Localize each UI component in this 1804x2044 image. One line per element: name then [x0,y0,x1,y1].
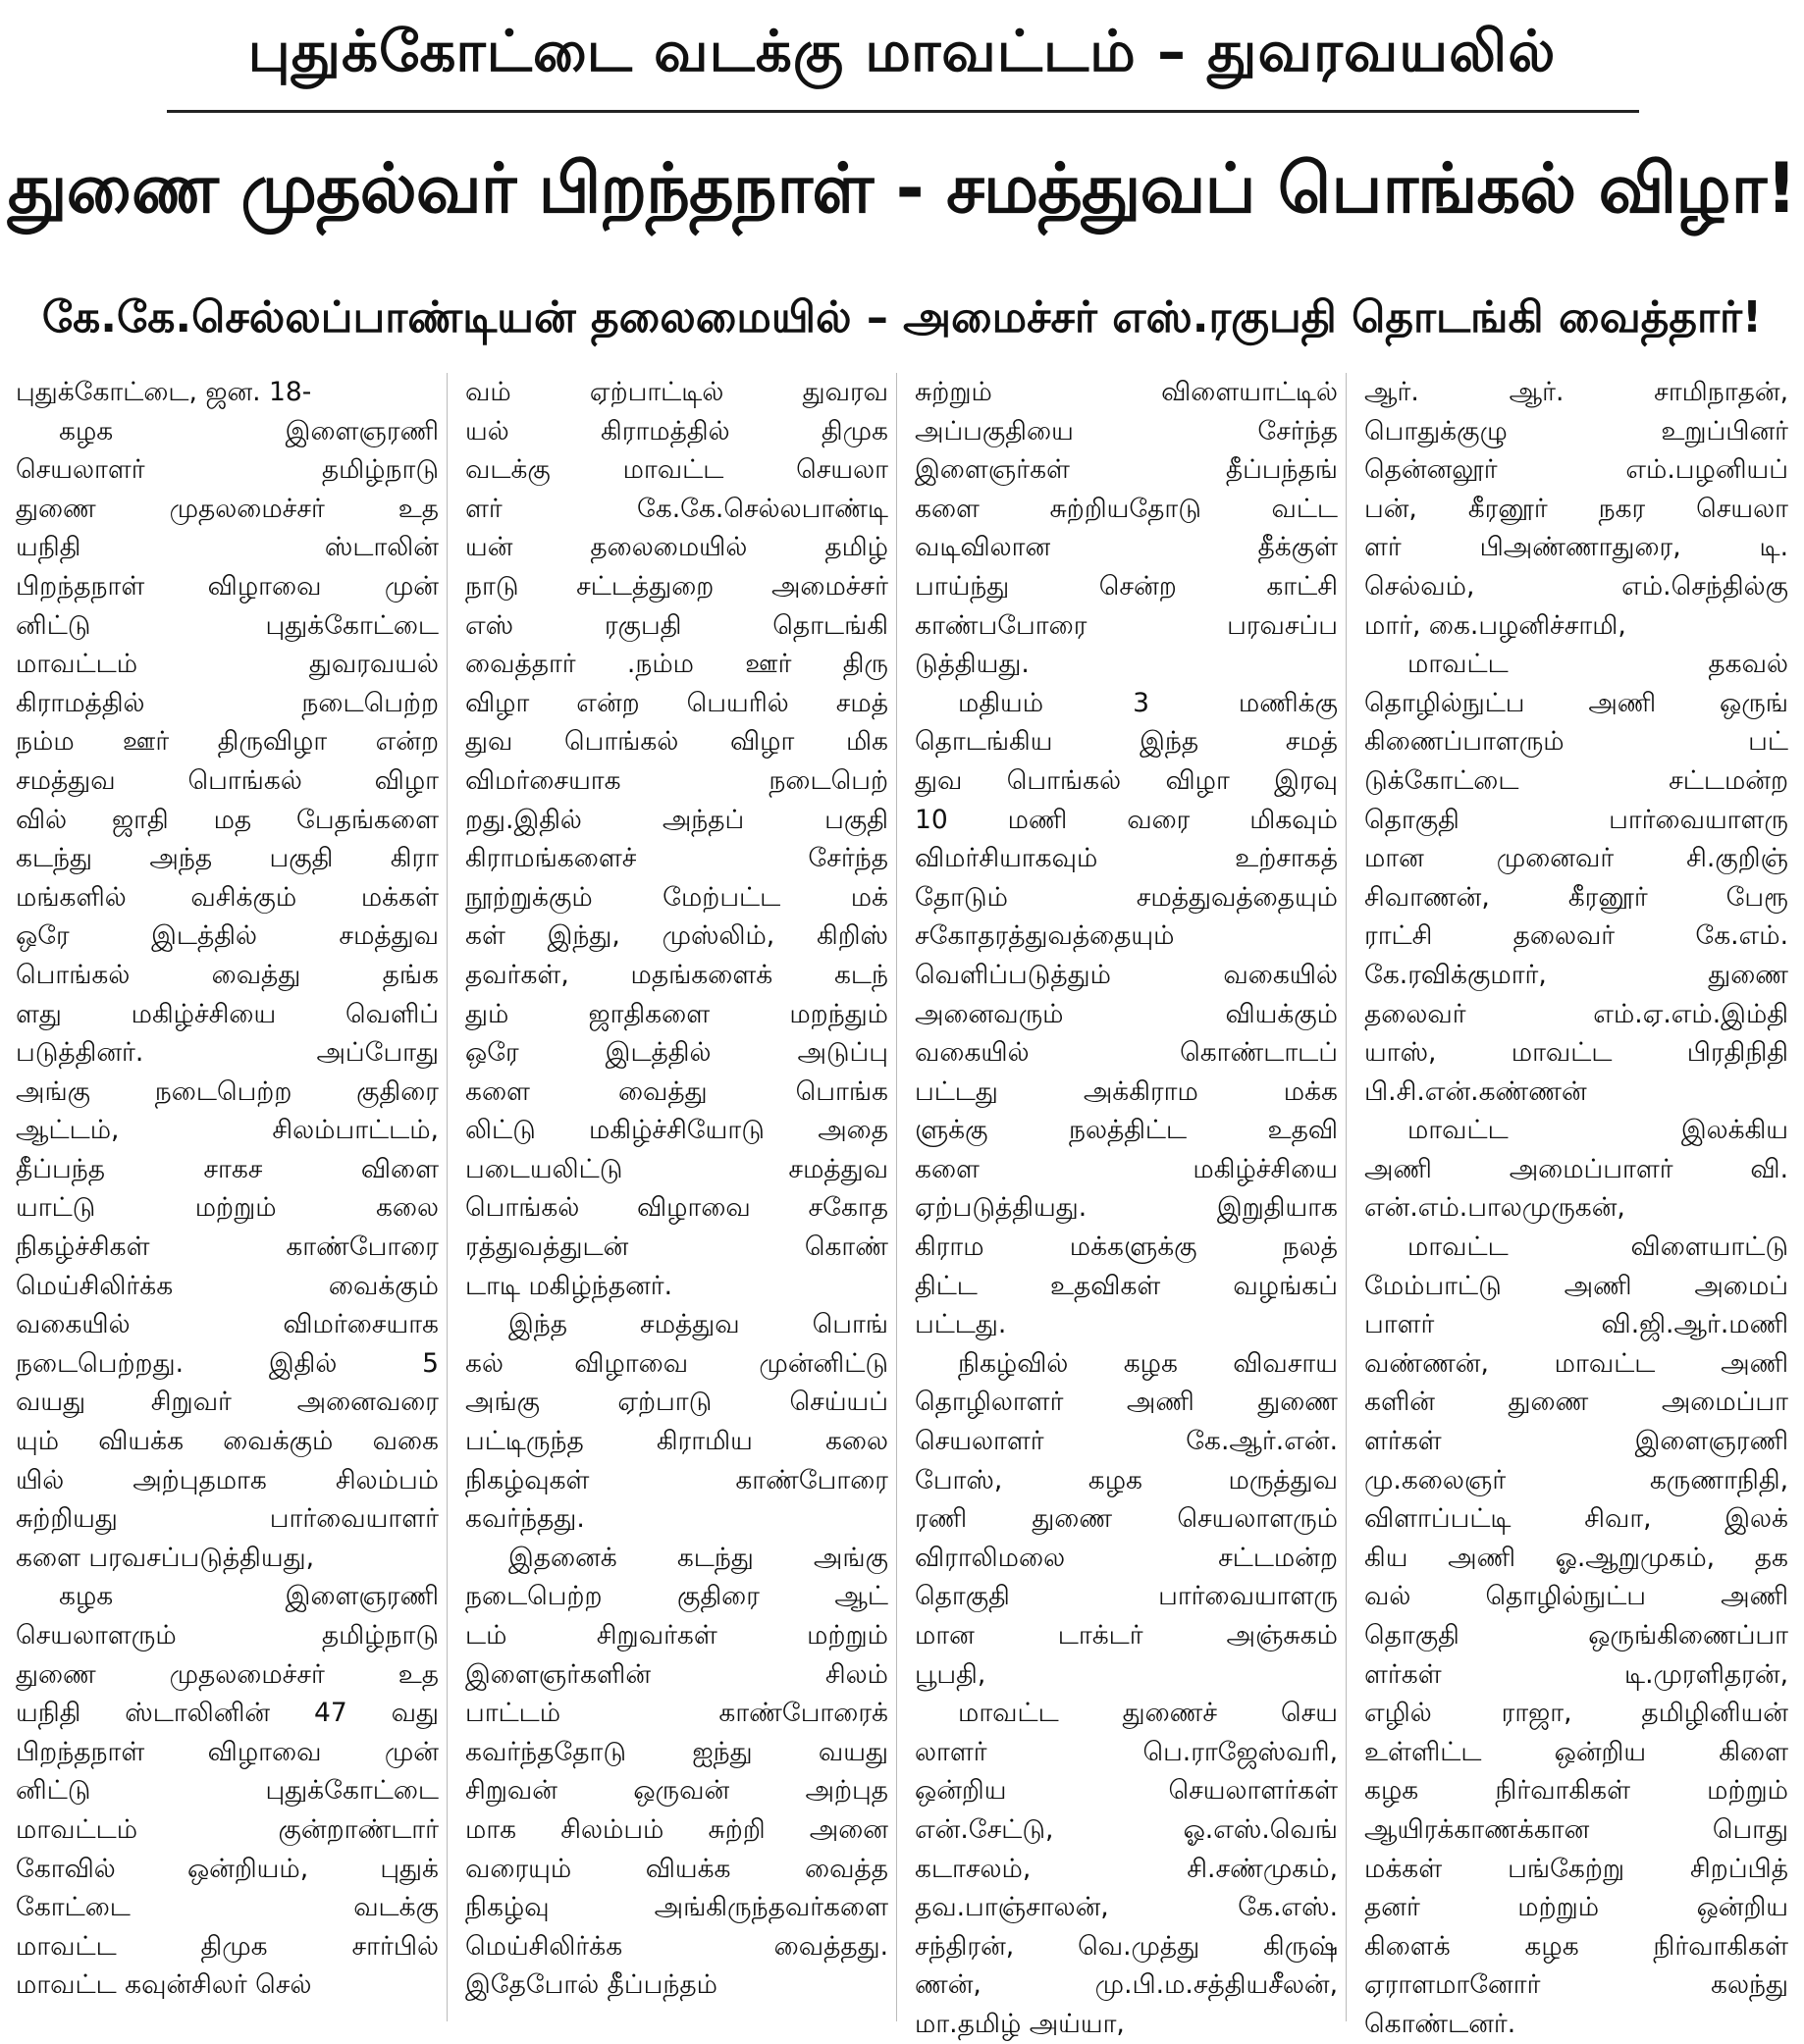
text-line: துணை முதலமைச்சர் உத [16,493,439,524]
text-line: நிகழ்வு அங்கிருந்தவர்களை [465,1892,888,1923]
text-line: இளைஞர்களின் சிலம் [465,1658,888,1690]
text-line: மாவட்ட திமுக சார்பில் [16,1930,439,1962]
text-line: செயலாளரும் தமிழ்நாடு [16,1620,439,1651]
text-line: துவ பொங்கல் விழா மிக [465,726,888,758]
text-line: கடந்து அந்த பகுதி கிரா [16,843,439,874]
text-line: பாளர் வி.ஜி.ஆர்.மணி [1364,1309,1788,1340]
text-line: தென்னலூர் எம்.பழனியப் [1364,454,1788,486]
text-line: களை சுற்றியதோடு வட்ட [915,493,1338,524]
heading-rule [167,110,1639,113]
text-line: துணை முதலமைச்சர் உத [16,1658,439,1690]
text-line: களின் துணை அமைப்பா [1364,1387,1788,1418]
text-line: படையலிட்டு சமத்துவ [465,1153,888,1184]
text-line: யாஸ், மாவட்ட பிரதிநிதி [1364,1037,1788,1069]
text-line: வகையில் கொண்டாடப் [915,1037,1338,1069]
text-line: தொடங்கிய இந்த சமத் [915,726,1338,758]
text-line: ஆர். ஆர். சாமிநாதன், [1364,377,1788,407]
text-line: கிளைக் கழக நிர்வாகிகள் [1364,1930,1788,1962]
text-line: தொழில்நுட்ப அணி ஒருங் [1364,687,1788,718]
text-line: மு.கலைஞர் கருணாநிதி, [1364,1464,1788,1495]
text-line: யல் கிராமத்தில் திமுக [465,415,888,446]
text-line: ராட்சி தலைவர் கே.எம். [1364,920,1788,952]
text-line: பாட்டம் காண்போரைக் [465,1698,888,1729]
text-line: அங்கு நடைபெற்ற குதிரை [16,1075,439,1107]
text-line: 10 மணி வரை மிகவும் [915,804,1338,835]
text-line: பிறந்தநாள் விழாவை முன் [16,1736,439,1767]
text-line: அனைவரும் வியக்கும் [915,998,1338,1029]
text-line: வடிவிலான தீக்குள் [915,532,1338,563]
text-line: வெளிப்படுத்தும் வகையில் [915,959,1338,990]
text-line: மார், கை.பழனிச்சாமி, [1364,609,1626,641]
text-line: ளது மகிழ்ச்சியை வெளிப் [16,998,439,1029]
text-line: றது.இதில் அந்தப் பகுதி [465,804,888,835]
text-line: லாளர் பெ.ராஜேஸ்வரி, [915,1736,1338,1767]
text-line: கழக நிர்வாகிகள் மற்றும் [1364,1775,1788,1807]
text-line: எஸ் ரகுபதி தொடங்கி [465,609,888,641]
text-line: டாடி மகிழ்ந்தனர். [465,1270,673,1301]
text-line: புதுக்கோட்டை, ஜன. 18- [16,377,312,407]
text-line: தீப்பந்த சாகச விளை [16,1153,439,1184]
text-line: கிராம மக்களுக்கு நலத் [915,1232,1338,1263]
text-line: யன் தலைமையில் தமிழ் [465,532,888,563]
text-line: விழா என்ற பெயரில் சமத் [465,687,888,718]
text-line: திட்ட உதவிகள் வழங்கப் [915,1270,1338,1301]
text-line: வம் ஏற்பாட்டில் துவரவ [465,377,888,407]
text-line: ளர் கே.கே.செல்லபாண்டி [465,493,888,524]
text-line: வைத்தார் .நம்ம ஊர் திரு [465,649,888,680]
text-line: நிகழ்வில் கழக விவசாய [958,1347,1338,1379]
text-line: களை மகிழ்ச்சியை [915,1153,1338,1184]
text-line: சந்திரன், வெ.முத்து கிருஷ் [915,1930,1338,1962]
text-line: வரையும் வியக்க வைத்த [465,1853,888,1884]
text-line: களை பரவசப்படுத்தியது, [16,1542,314,1573]
text-line: தொழிலாளர் அணி துணை [915,1387,1338,1418]
text-line: கிராமங்களைச் சேர்ந்த [465,843,888,874]
text-line: நிகழ்ச்சிகள் காண்போரை [16,1232,439,1263]
text-line: மங்களில் வசிக்கும் மக்கள் [16,881,439,913]
text-line: வண்ணன், மாவட்ட அணி [1364,1347,1788,1379]
text-line: யில் அற்புதமாக சிலம்பம் [16,1464,439,1495]
text-line: மாவட்ட துணைச் செய [958,1698,1338,1729]
text-line: மான டாக்டர் அஞ்சுகம் [915,1620,1338,1651]
text-line: அப்பகுதியை சேர்ந்த [915,415,1338,446]
text-line: தொகுதி பார்வையாளரு [1364,804,1788,835]
text-line: நிகழ்வுகள் காண்போரை [465,1464,888,1495]
text-line: மா.தமிழ் அய்யா, [915,2008,1125,2039]
text-line: காண்பபோரை பரவசப்ப [915,609,1338,641]
text-line: ணன், மு.பி.ம.சத்தியசீலன், [915,1969,1338,2001]
text-line: இதேபோல் தீப்பந்தம் [465,1969,717,2001]
text-line: ளுக்கு நலத்திட்ட உதவி [915,1115,1338,1146]
text-line: கோவில் ஒன்றியம், புதுக் [16,1853,439,1884]
text-line: மதியம் 3 மணிக்கு [958,687,1338,718]
text-line: தோடும் சமத்துவத்தையும் [915,881,1338,913]
text-line: லிட்டு மகிழ்ச்சியோடு அதை [465,1115,888,1146]
text-line: விளாப்பட்டி சிவா, இலக் [1364,1503,1788,1535]
article-column-3 [907,373,1347,2039]
text-line: மான முனைவர் சி.குறிஞ் [1364,843,1788,874]
text-line: கள் இந்து, முஸ்லிம், கிறிஸ் [465,920,888,952]
text-line: நடைபெற்ற குதிரை ஆட் [465,1581,888,1612]
text-line: போஸ், கழக மருத்துவ [915,1464,1338,1495]
text-line: மெய்சிலிர்க்க வைக்கும் [16,1270,439,1301]
text-line: கடாசலம், சி.சண்முகம், [915,1853,1338,1884]
text-line: கே.ரவிக்குமார், துணை [1364,959,1788,990]
text-line: கிய அணி ஓ.ஆறுமுகம், தக [1364,1542,1788,1573]
text-line: அங்கு ஏற்பாடு செய்யப் [465,1387,888,1418]
text-line: பாய்ந்து சென்ற காட்சி [915,570,1338,602]
article-column-2 [457,373,897,2021]
text-line: னிட்டு புதுக்கோட்டை [16,1775,439,1807]
text-line: ஆயிரக்காணக்கான பொது [1364,1813,1788,1845]
text-line: தும் ஜாதிகளை மறந்தும் [465,998,888,1029]
article-column-4 [1356,373,1796,2039]
text-line: நூற்றுக்கும் மேற்பட்ட மக் [465,881,888,913]
text-line: ளர்கள் டி.முரளிதரன், [1364,1658,1788,1690]
text-line: செல்வம், எம்.செந்தில்கு [1364,570,1788,602]
text-line: வகையில் விமர்சையாக [16,1309,439,1340]
text-line: மெய்சிலிர்க்க வைத்தது. [465,1930,888,1962]
text-line: மேம்பாட்டு அணி அமைப் [1364,1270,1788,1301]
text-line: பொங்கல் விழாவை சகோத [465,1192,888,1224]
text-line: ஒன்றிய செயலாளர்கள் [915,1775,1338,1807]
text-line: ஒரே இடத்தில் சமத்துவ [16,920,439,952]
text-line: மாவட்டம் துவரவயல் [16,649,439,680]
text-line: எழில் ராஜா, தமிழினியன் [1364,1698,1788,1729]
text-line: மாவட்டம் குன்றாண்டார் [16,1813,439,1845]
text-line: சிவாணன், கீரனூர் பேரூ [1364,881,1788,913]
text-line: மாவட்ட கவுன்சிலர் செல் [16,1969,312,2001]
text-line: மாக சிலம்பம் சுற்றி அனை [465,1813,888,1845]
text-line: கழக இளைஞரணி [59,415,439,446]
text-line: வயது சிறுவர் அனைவரை [16,1387,439,1418]
text-line: பொதுக்குழு உறுப்பினர் [1364,415,1788,446]
text-line: யநிதி ஸ்டாலினின் 47 வது [16,1698,439,1729]
text-line: மாவட்ட தகவல் [1407,649,1788,680]
main-headline: துணை முதல்வர் பிறந்தநாள் - சமத்துவப் பொங்கல் விழா! [7,147,1797,229]
text-line: கோட்டை வடக்கு [16,1892,439,1923]
article-column-1 [8,373,448,2021]
text-line: என்.சேட்டு, ஓ.எஸ்.வெங் [915,1813,1338,1845]
text-line: யும் வியக்க வைக்கும் வகை [16,1426,439,1457]
text-line: பட்டது அக்கிராம மக்க [915,1075,1338,1107]
text-line: இதனைக் கடந்து அங்கு [508,1542,888,1573]
text-line: யாட்டு மற்றும் கலை [16,1192,439,1224]
text-line: பொங்கல் வைத்து தங்க [16,959,439,990]
text-line: மாவட்ட விளையாட்டு [1407,1232,1788,1263]
text-line: தொகுதி ஒருங்கிணைப்பா [1364,1620,1788,1651]
text-line: துவ பொங்கல் விழா இரவு [915,764,1338,796]
text-line: தலைவர் எம்.ஏ.எம்.இம்தி [1364,998,1788,1029]
text-line: வடக்கு மாவட்ட செயலா [465,454,888,486]
text-line: பிறந்தநாள் விழாவை முன் [16,570,439,602]
text-line: மக்கள் பங்கேற்று சிறப்பித் [1364,1853,1788,1884]
text-line: ளர்கள் இளைஞரணி [1364,1426,1788,1457]
text-line: கொண்டனர். [1364,2008,1516,2039]
text-line: நடைபெற்றது. இதில் 5 [16,1347,439,1379]
text-line: என்.எம்.பாலமுருகன், [1364,1192,1625,1224]
text-line: கவர்ந்ததோடு ஐந்து வயது [465,1736,888,1767]
text-line: படுத்தினர். அப்போது [16,1037,439,1069]
text-line: கழக இளைஞரணி [59,1581,439,1612]
text-line: யநிதி ஸ்டாலின் [16,532,439,563]
text-line: ளர் பிஅண்ணாதுரை, டி. [1364,532,1788,563]
text-line: பட்டிருந்த கிராமிய கலை [465,1426,888,1457]
text-line: வல் தொழில்நுட்ப அணி [1364,1581,1788,1612]
text-line: உள்ளிட்ட ஒன்றிய கிளை [1364,1736,1788,1767]
text-line: ரத்துவத்துடன் கொண் [465,1232,888,1263]
text-line: ரணி துணை செயலாளரும் [915,1503,1338,1535]
text-line: தனர் மற்றும் ஒன்றிய [1364,1892,1788,1923]
text-line: இந்த சமத்துவ பொங் [508,1309,888,1340]
text-line: சிறுவன் ஒருவன் அற்புத [465,1775,888,1807]
text-line: டுத்தியது. [915,649,1030,680]
text-line: இளைஞர்கள் தீப்பந்தங் [915,454,1338,486]
article-body [8,373,1796,2039]
text-line: தவ.பாஞ்சாலன், கே.எஸ். [915,1892,1338,1923]
text-line: சமத்துவ பொங்கல் விழா [16,764,439,796]
text-line: வில் ஜாதி மத பேதங்களை [16,804,439,835]
text-line: விமர்சையாக நடைபெற் [465,764,888,796]
text-line: கல் விழாவை முன்னிட்டு [465,1347,888,1379]
text-line: டுக்கோட்டை சட்டமன்ற [1364,764,1788,796]
text-line: மாவட்ட இலக்கிய [1407,1115,1788,1146]
text-line: விமர்சியாகவும் உற்சாகத் [915,843,1338,874]
text-line: களை வைத்து பொங்க [465,1075,888,1107]
kicker-heading: புதுக்கோட்டை வடக்கு மாவட்டம் – துவரவயலில் [247,18,1557,84]
text-line: செயலாளர் தமிழ்நாடு [16,454,439,486]
text-line: விராலிமலை சட்டமன்ற [915,1542,1338,1573]
text-line: ஆட்டம், சிலம்பாட்டம், [16,1115,439,1146]
text-line: தொகுதி பார்வையாளரு [915,1581,1338,1612]
text-line: கவர்ந்தது. [465,1503,585,1535]
text-line: டம் சிறுவர்கள் மற்றும் [465,1620,888,1651]
text-line: ஏற்படுத்தியது. இறுதியாக [915,1192,1338,1224]
text-line: சுற்றியது பார்வையாளர் [16,1503,439,1535]
text-line: சகோதரத்துவத்தையும் [915,920,1175,952]
text-line: ஏராளமானோர் கலந்து [1364,1969,1788,2001]
text-line: நாடு சட்டத்துறை அமைச்சர் [465,570,888,602]
text-line: ஒரே இடத்தில் அடுப்பு [465,1037,888,1069]
text-line: பி.சி.என்.கண்ணன் [1364,1075,1587,1107]
text-line: சுற்றும் விளையாட்டில் [915,377,1338,407]
sub-headline: கே.கே.செல்லப்பாண்டியன் தலைமையில் – அமைச்சர் எஸ்.ரகுபதி தொடங்கி வைத்தார்! [41,291,1763,342]
text-line: தவர்கள், மதங்களைக் கடந் [465,959,888,990]
text-line: பட்டது. [915,1309,1007,1340]
text-line: செயலாளர் கே.ஆர்.என். [915,1426,1338,1457]
text-line: னிட்டு புதுக்கோட்டை [16,609,439,641]
text-line: கிராமத்தில் நடைபெற்ற [16,687,439,718]
text-line: அணி அமைப்பாளர் வி. [1364,1153,1788,1184]
text-line: பூபதி, [915,1658,986,1690]
text-line: கிணைப்பாளரும் பட் [1364,726,1788,758]
text-line: பன், கீரனூர் நகர செயலா [1364,493,1788,524]
text-line: நம்ம ஊர் திருவிழா என்ற [16,726,439,758]
